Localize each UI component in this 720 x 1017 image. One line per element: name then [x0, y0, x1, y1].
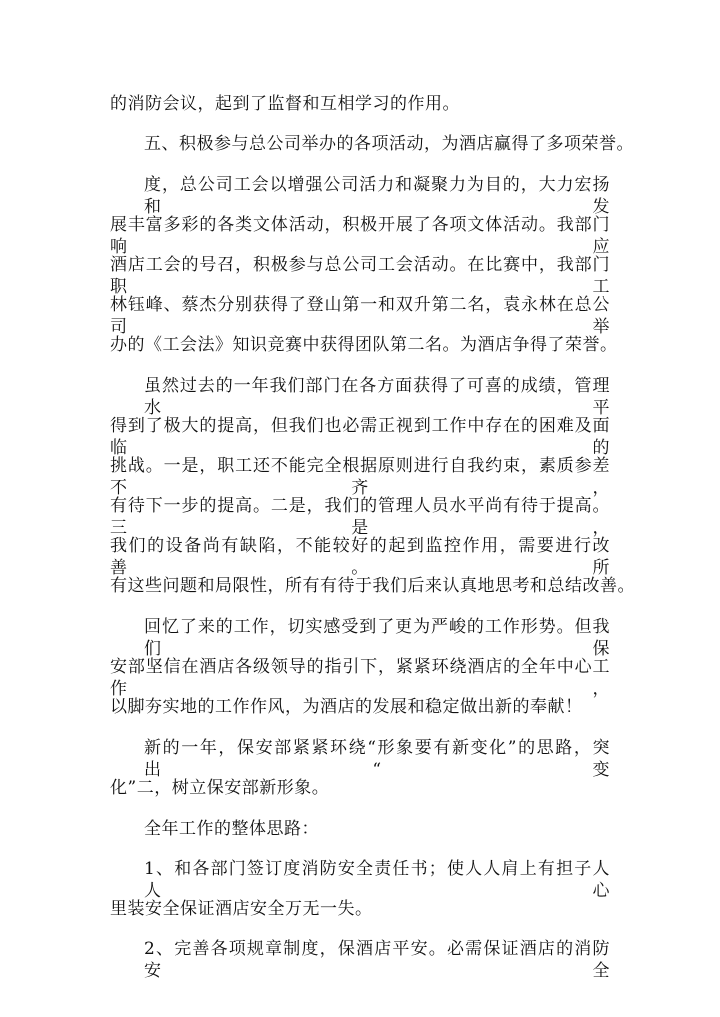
- text-line: 的消防会议，起到了监督和互相学习的作用。: [110, 94, 460, 114]
- list-item-line: 2、完善各项规章制度，保酒店平安。必需保证酒店的消防安全: [144, 939, 610, 981]
- paragraph-line: 办的《工会法》知识竞赛中获得团队第二名。为酒店争得了荣誉。: [110, 335, 618, 355]
- paragraph-line: 回忆了来的工作，切实感受到了更为严峻的工作形势。但我们保: [144, 617, 610, 659]
- paragraph-line: 我们的设备尚有缺陷，不能较好的起到监控作用，需要进行改善。所: [110, 536, 610, 578]
- list-item-line: 1、和各部门签订度消防安全责任书；使人人肩上有担子人人心: [144, 859, 610, 901]
- paragraph-line: 新的一年，保安部紧紧环绕“形象要有新变化”的思路，突出“变: [144, 738, 610, 780]
- paragraph-line: 度，总公司工会以增强公司活力和凝聚力为目的，大力宏扬和发: [144, 175, 610, 217]
- paragraph-line: 有待下一步的提高。二是，我们的管理人员水平尚有待于提高。三是，: [110, 496, 610, 538]
- paragraph-line: 安部坚信在酒店各级领导的指引下，紧紧环绕酒店的全年中心工作，: [110, 657, 610, 699]
- paragraph-line: 以脚夯实地的工作作风，为酒店的发展和稳定做出新的奉献！: [110, 697, 583, 717]
- paragraph-line: 酒店工会的号召，积极参与总公司工会活动。在比赛中，我部门职工: [110, 255, 610, 297]
- list-item-line: 里装安全保证酒店安全万无一失。: [110, 899, 373, 919]
- paragraph-line: 林钰峰、蔡杰分别获得了登山第一和双升第二名，袁永林在总公司举: [110, 295, 610, 337]
- paragraph-line: 展丰富多彩的各类文体活动，积极开展了各项文体活动。我部门响应: [110, 215, 610, 257]
- section-heading: 全年工作的整体思路：: [144, 819, 319, 839]
- paragraph-line: 挑战。一是，职工还不能完全根据原则进行自我约束，素质参差不齐，: [110, 456, 610, 498]
- paragraph-line: 化”二，树立保安部新形象。: [110, 778, 330, 798]
- section-heading: 五、积极参与总公司举办的各项活动，为酒店赢得了多项荣誉。: [144, 134, 634, 154]
- paragraph-line: 虽然过去的一年我们部门在各方面获得了可喜的成绩，管理水平: [144, 376, 610, 418]
- paragraph-line: 得到了极大的提高，但我们也必需正视到工作中存在的困难及面临的: [110, 416, 610, 458]
- paragraph-line: 有这些问题和局限性，所有有待于我们后来认真地思考和总结改善。: [110, 576, 635, 596]
